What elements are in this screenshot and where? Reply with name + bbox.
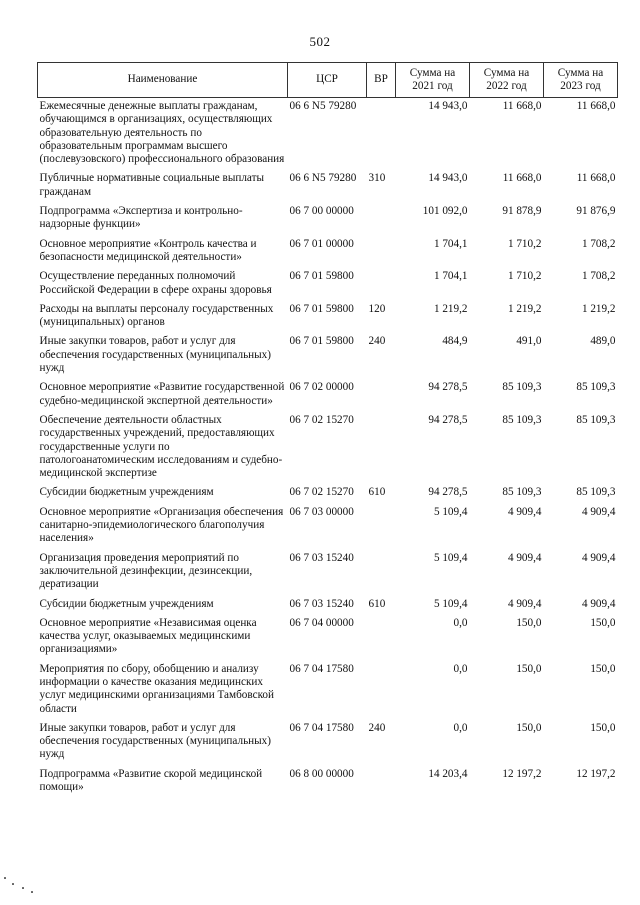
cell-name: Основное мероприятие «Независимая оценка качества услуг, оказываемых медицинскими организациями»: [39, 616, 257, 656]
cell-vr: [367, 412, 396, 484]
cell-vr: [367, 661, 396, 720]
cell-sum-2021: 0,0: [453, 721, 468, 734]
cell-name: Мероприятия по сбору, обобщению и анализу информации о качестве оказания медицинских услуг медицинскими организациями Тамбовской области: [39, 662, 275, 715]
cell-name: Иные закупки товаров, работ и услуг для обеспечения государственных (муниципальных) нужд: [39, 335, 271, 375]
cell-sum-2022: 1 219,2: [507, 302, 542, 315]
cell-sum-2023: 4 909,4: [581, 505, 616, 518]
cell-csr: 06 7 03 15240: [289, 597, 354, 610]
cell-sum-2023: 11 668,0: [576, 172, 616, 185]
cell-vr: 610: [368, 486, 386, 499]
cell-csr: 06 7 02 15270: [289, 413, 354, 426]
cell-csr: 06 7 03 15240: [289, 551, 354, 564]
cell-vr: [367, 98, 396, 171]
cell-sum-2021: 5 109,4: [433, 505, 468, 518]
cell-csr: 06 7 04 17580: [289, 662, 354, 675]
cell-sum-2023: 12 197,2: [576, 767, 616, 780]
table-row: [38, 412, 618, 484]
cell-sum-2021: 1 219,2: [433, 302, 468, 315]
column-header-vr: ВР: [367, 63, 396, 98]
cell-sum-2021: 0,0: [453, 662, 468, 675]
cell-name: Ежемесячные денежные выплаты гражданам, обучающимся в организациях, осуществляющих образовательную деятельность по образовательным программам высшего (послевузовского) профессионального образования: [39, 100, 285, 166]
cell-sum-2021: 1 704,1: [433, 237, 468, 250]
cell-sum-2021: 94 278,5: [428, 413, 468, 426]
cell-name: Основное мероприятие «Организация обеспечения санитарно-эпидемиологического благополучия населения»: [39, 505, 284, 545]
table-row: [38, 615, 618, 661]
table-row: [38, 268, 618, 301]
cell-vr: 120: [368, 302, 386, 315]
cell-name: Основное мероприятие «Контроль качества и безопасности медицинской деятельности»: [39, 237, 257, 263]
column-header-sum-2022: Сумма на 2022 год: [470, 63, 544, 98]
cell-csr: 06 7 03 00000: [289, 505, 354, 518]
cell-sum-2021: 0,0: [453, 616, 468, 629]
cell-sum-2022: 4 909,4: [507, 505, 542, 518]
cell-name: Основное мероприятие «Развитие государственной судебно-медицинской экспертной деятельности»: [39, 381, 285, 407]
scan-speck: [31, 891, 33, 893]
table-row: [38, 203, 618, 236]
cell-csr: 06 6 N5 79280: [289, 100, 357, 112]
page-number: 502: [309, 34, 331, 49]
cell-sum-2022: 150,0: [516, 662, 542, 675]
cell-sum-2023: 1 708,2: [581, 237, 616, 250]
cell-sum-2023: 489,0: [590, 335, 616, 348]
cell-csr: 06 7 02 15270: [289, 486, 354, 499]
cell-vr: [367, 236, 396, 269]
cell-sum-2022: 11 668,0: [502, 100, 542, 112]
cell-sum-2023: 4 909,4: [581, 597, 616, 610]
column-header-name: Наименование: [38, 63, 288, 98]
cell-sum-2021: 94 278,5: [428, 486, 468, 499]
table-row: [38, 596, 618, 615]
cell-sum-2023: 4 909,4: [581, 551, 616, 564]
table-row: [38, 504, 618, 550]
scan-speck: [12, 883, 14, 885]
cell-sum-2021: 5 109,4: [433, 551, 468, 564]
cell-sum-2022: 1 710,2: [507, 270, 542, 283]
cell-name: Расходы на выплаты персоналу государственных (муниципальных) органов: [39, 302, 274, 329]
cell-sum-2023: 85 109,3: [576, 381, 616, 394]
cell-sum-2023: 11 668,0: [576, 100, 616, 112]
cell-vr: [367, 268, 396, 301]
cell-csr: 06 8 00 00000: [289, 767, 354, 780]
table-row: [38, 236, 618, 269]
cell-csr: 06 7 00 00000: [289, 205, 354, 218]
cell-vr: [367, 504, 396, 550]
cell-sum-2022: 4 909,4: [507, 551, 542, 564]
cell-sum-2022: 4 909,4: [507, 597, 542, 610]
cell-sum-2022: 85 109,3: [502, 413, 542, 426]
cell-csr: 06 7 01 00000: [289, 237, 354, 250]
cell-sum-2021: 14 203,4: [428, 767, 468, 780]
cell-sum-2023: 85 109,3: [576, 486, 616, 499]
cell-sum-2023: 150,0: [590, 616, 616, 629]
cell-csr: 06 7 01 59800: [289, 335, 354, 348]
cell-vr: 240: [368, 721, 386, 734]
cell-vr: [367, 203, 396, 236]
cell-sum-2022: 85 109,3: [502, 486, 542, 499]
cell-csr: 06 7 01 59800: [289, 270, 354, 283]
table-row: [38, 720, 618, 766]
cell-csr: 06 7 02 00000: [289, 381, 354, 394]
cell-sum-2021: 14 943,0: [428, 172, 468, 185]
cell-csr: 06 7 01 59800: [289, 302, 354, 315]
table-row: [38, 550, 618, 596]
cell-sum-2022: 91 878,9: [502, 205, 542, 218]
table-row: [38, 301, 618, 334]
table-header-row: [38, 63, 618, 98]
cell-sum-2022: 491,0: [516, 335, 542, 348]
table-row: [38, 484, 618, 503]
cell-name: Обеспечение деятельности областных государственных учреждений, предоставляющих государственные услуги по патологоанатомическим исследованиям и судебно-медицинской экспертизе: [39, 413, 283, 480]
cell-sum-2021: 14 943,0: [428, 100, 468, 112]
cell-vr: [367, 615, 396, 661]
cell-sum-2021: 94 278,5: [428, 381, 468, 394]
cell-sum-2022: 1 710,2: [507, 237, 542, 250]
cell-name: Субсидии бюджетным учреждениям: [39, 597, 214, 610]
cell-name: Осуществление переданных полномочий Российской Федерации в сфере охраны здоровья: [39, 270, 272, 296]
column-header-csr: ЦСР: [288, 63, 367, 98]
table-body: [38, 98, 618, 799]
cell-vr: [367, 550, 396, 596]
cell-sum-2023: 91 876,9: [576, 205, 616, 218]
table-row: [38, 661, 618, 720]
table-row: [38, 98, 618, 171]
cell-vr: 240: [368, 335, 386, 348]
cell-sum-2021: 484,9: [442, 335, 468, 348]
cell-csr: 06 7 04 17580: [289, 721, 354, 734]
cell-sum-2022: 150,0: [516, 616, 542, 629]
cell-name: Публичные нормативные социальные выплаты гражданам: [39, 172, 265, 198]
cell-csr: 06 6 N5 79280: [289, 172, 357, 185]
cell-sum-2022: 12 197,2: [502, 767, 542, 780]
budget-table: [37, 62, 618, 798]
cell-sum-2022: 150,0: [516, 721, 542, 734]
cell-name: Субсидии бюджетным учреждениям: [39, 486, 214, 499]
cell-sum-2023: 85 109,3: [576, 413, 616, 426]
cell-name: Подпрограмма «Развитие скорой медицинской помощи»: [39, 767, 263, 794]
table-row: [38, 766, 618, 799]
cell-sum-2021: 5 109,4: [433, 597, 468, 610]
cell-sum-2021: 1 704,1: [433, 270, 468, 283]
cell-sum-2021: 101 092,0: [422, 205, 468, 218]
cell-csr: 06 7 04 00000: [289, 616, 354, 629]
column-header-sum-2021: Сумма на 2021 год: [396, 63, 470, 98]
cell-name: Иные закупки товаров, работ и услуг для обеспечения государственных (муниципальных) нужд: [39, 721, 271, 761]
cell-vr: 310: [368, 172, 386, 185]
cell-vr: 610: [368, 597, 386, 610]
cell-sum-2023: 1 708,2: [581, 270, 616, 283]
cell-vr: [367, 766, 396, 799]
cell-name: Организация проведения мероприятий по заключительной дезинфекции, дезинсекции, дератизации: [39, 551, 253, 591]
scan-specks: [0, 875, 40, 895]
cell-sum-2023: 150,0: [590, 662, 616, 675]
cell-sum-2022: 85 109,3: [502, 381, 542, 394]
scan-speck: [22, 887, 24, 889]
table-row: [38, 333, 618, 379]
cell-sum-2023: 150,0: [590, 721, 616, 734]
cell-sum-2022: 11 668,0: [502, 172, 542, 185]
cell-name: Подпрограмма «Экспертиза и контрольно-надзорные функции»: [39, 205, 243, 231]
cell-sum-2023: 1 219,2: [581, 302, 616, 315]
scan-speck: [4, 877, 6, 879]
cell-vr: [367, 379, 396, 412]
table-row: [38, 379, 618, 412]
table-row: [38, 170, 618, 203]
column-header-sum-2023: Сумма на 2023 год: [544, 63, 618, 98]
